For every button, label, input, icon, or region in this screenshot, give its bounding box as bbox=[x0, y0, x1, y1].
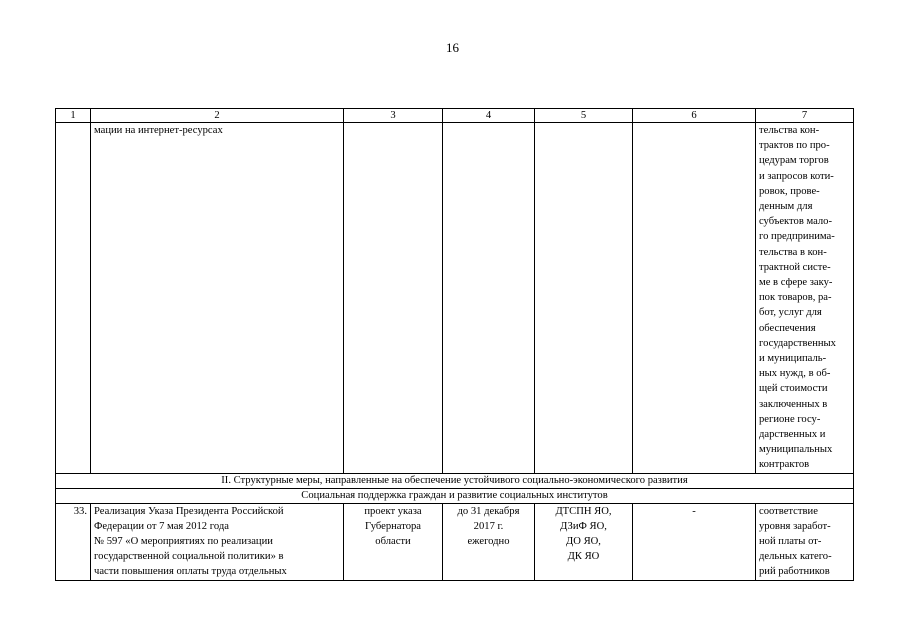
cell-line: - bbox=[692, 505, 696, 517]
cell-line: дельных катего- bbox=[759, 551, 832, 563]
measures-table bbox=[55, 108, 854, 581]
column-number-row bbox=[56, 109, 854, 123]
cell-line: Федерации от 7 мая 2012 года bbox=[94, 520, 229, 532]
cont-description-line: мации на интернет-ресурсах bbox=[94, 125, 223, 136]
cell-line: ДТСПН ЯО, bbox=[555, 505, 612, 517]
cell-line: государственных bbox=[759, 337, 836, 349]
column-header-1: 1 bbox=[56, 109, 91, 123]
row-number: 33. bbox=[56, 503, 91, 580]
cell-line: ДО ЯО, bbox=[566, 536, 601, 548]
cell-line: соответствие bbox=[759, 505, 818, 517]
cont-col6-cell bbox=[633, 123, 756, 474]
row-executors-cell bbox=[535, 503, 633, 580]
cell-line: ме в сфере заку- bbox=[759, 277, 833, 289]
cell-line: и запросов коти- bbox=[759, 170, 834, 182]
table-row bbox=[56, 503, 854, 580]
cont-col3-cell bbox=[344, 123, 443, 474]
cell-line: цедурам торгов bbox=[759, 155, 829, 167]
cell-line: 2017 г. bbox=[473, 520, 504, 532]
cell-line: Реализация Указа Президента Российской bbox=[94, 505, 284, 517]
page-number: 16 bbox=[446, 40, 459, 55]
row-document-cell bbox=[344, 503, 443, 580]
cell-line: рий работников bbox=[759, 566, 830, 578]
cell-line: трактов по про- bbox=[759, 140, 830, 152]
column-header-5: 5 bbox=[535, 109, 633, 123]
cell-line: щей стоимости bbox=[759, 383, 828, 395]
cell-line: и муниципаль- bbox=[759, 353, 827, 365]
cell-line: ровок, прове- bbox=[759, 185, 820, 197]
cell-line: денным для bbox=[759, 201, 813, 213]
cell-line: части повышения оплаты труда отдельных bbox=[94, 566, 287, 578]
cell-line: ДК ЯО bbox=[567, 551, 600, 563]
cell-line: муниципальных bbox=[759, 444, 833, 456]
cell-line: ной платы от- bbox=[759, 536, 822, 548]
continued-row bbox=[56, 123, 854, 474]
cell-line: субъектов мало- bbox=[759, 216, 833, 228]
cell-line: контрактов bbox=[759, 459, 810, 471]
column-header-2: 2 bbox=[91, 109, 344, 123]
cell-line: заключенных в bbox=[759, 398, 828, 410]
cell-line: государственной социальной политики» в bbox=[94, 551, 284, 563]
cont-indicator-cell bbox=[756, 123, 854, 474]
row-deadline-cell bbox=[443, 503, 535, 580]
subsection-title: Социальная поддержка граждан и развитие социальных институтов bbox=[56, 488, 854, 503]
cell-line: ежегодно bbox=[467, 536, 510, 548]
row-col6-cell bbox=[633, 503, 756, 580]
cont-col5-cell bbox=[535, 123, 633, 474]
cell-line: ДЗиФ ЯО, bbox=[560, 520, 607, 532]
cell-line: обеспечения bbox=[759, 322, 816, 334]
cell-line: дарственных и bbox=[759, 429, 826, 441]
cont-num-cell bbox=[56, 123, 91, 474]
cell-line: тельства кон- bbox=[759, 125, 820, 136]
cell-line: № 597 «О мероприятиях по реализации bbox=[94, 536, 273, 548]
cell-line: до 31 декабря bbox=[457, 505, 520, 517]
cell-line: проект указа bbox=[364, 505, 422, 517]
subsection-row bbox=[56, 488, 854, 503]
section-title: II. Структурные меры, направленные на обеспечение устойчивого социально-экономического развития bbox=[56, 473, 854, 488]
cell-line: трактной систе- bbox=[759, 261, 831, 273]
column-header-6: 6 bbox=[633, 109, 756, 123]
column-header-7: 7 bbox=[756, 109, 854, 123]
row-description-cell bbox=[91, 503, 344, 580]
cell-line: Губернатора bbox=[364, 520, 421, 532]
cell-line: регионе госу- bbox=[759, 413, 821, 425]
cell-line: бот, услуг для bbox=[759, 307, 822, 319]
row-indicator-cell bbox=[756, 503, 854, 580]
cell-line: тельства в кон- bbox=[759, 246, 827, 258]
cont-description-cell bbox=[91, 123, 344, 474]
cell-line: области bbox=[375, 536, 411, 548]
cell-line: ных нужд, в об- bbox=[759, 368, 831, 380]
cell-line: уровня заработ- bbox=[759, 520, 831, 532]
cell-line: го предпринима- bbox=[759, 231, 835, 243]
column-header-3: 3 bbox=[344, 109, 443, 123]
column-header-4: 4 bbox=[443, 109, 535, 123]
cont-col4-cell bbox=[443, 123, 535, 474]
section-row bbox=[56, 473, 854, 488]
cell-line: пок товаров, ра- bbox=[759, 292, 832, 304]
